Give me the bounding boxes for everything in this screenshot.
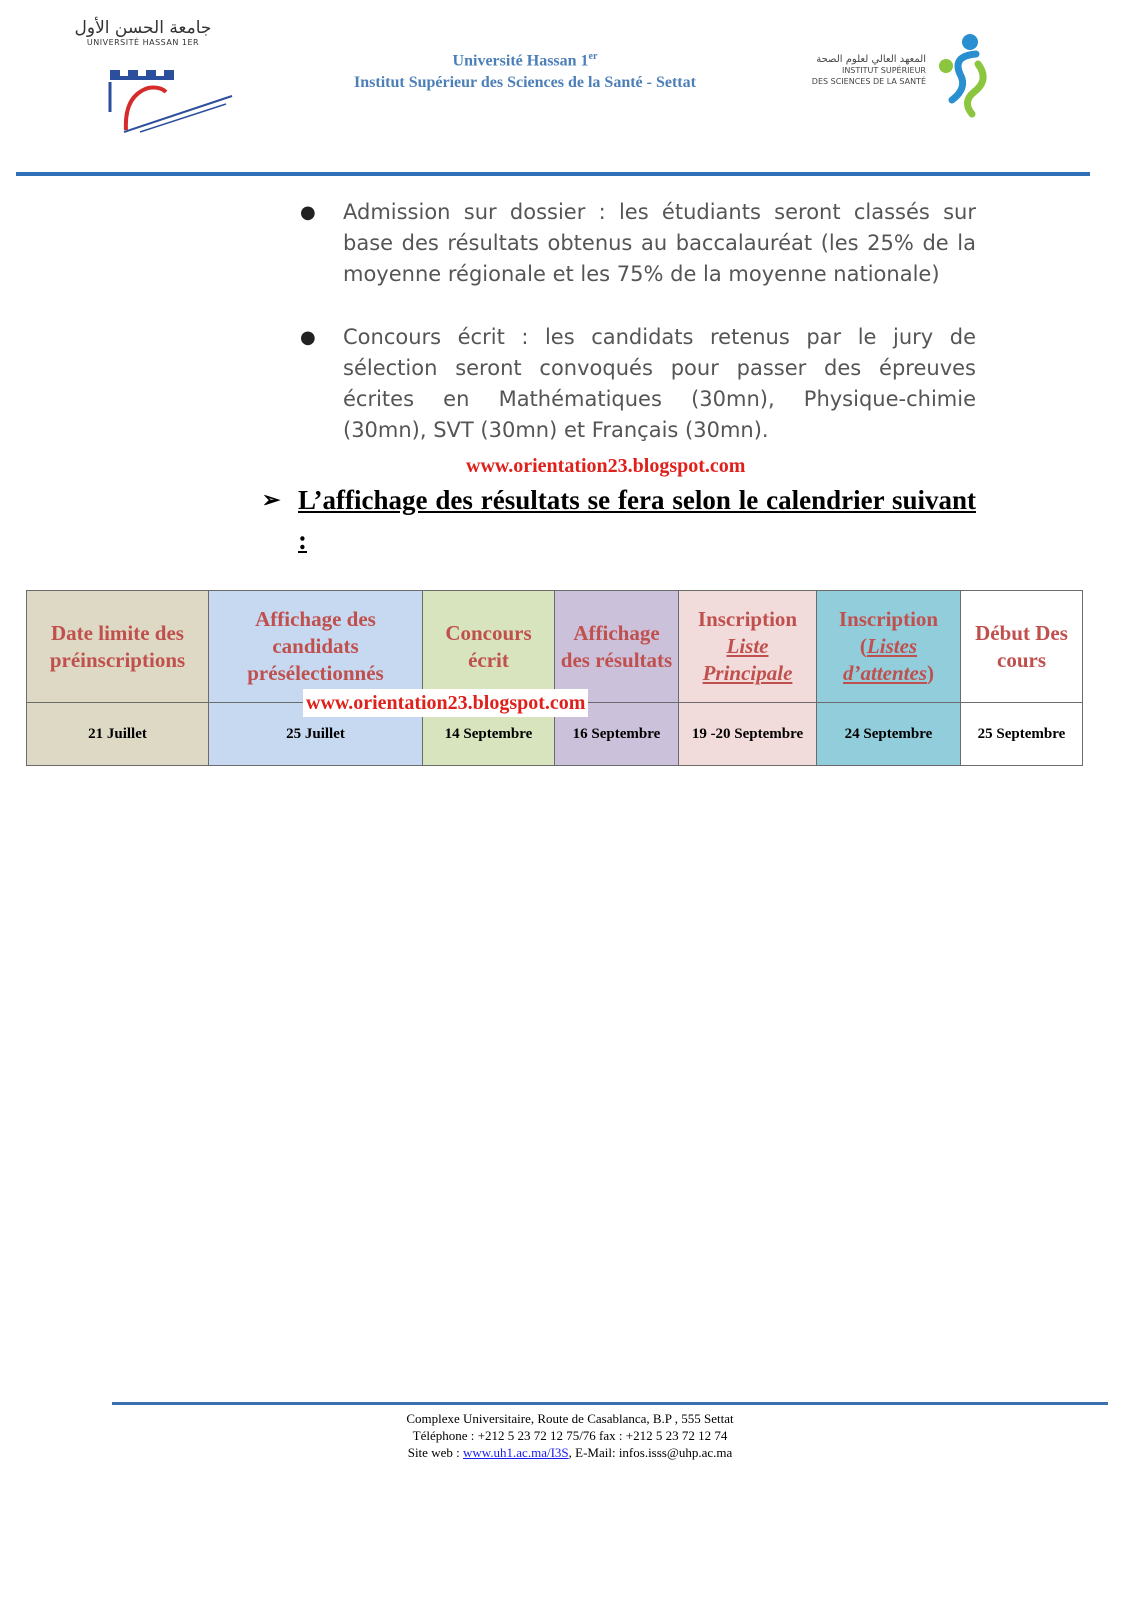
header-cell-label: Inscription	[697, 607, 798, 631]
footer-site-label: Site web :	[407, 1445, 463, 1460]
university-logo	[66, 18, 236, 136]
institute-logo-text	[800, 54, 926, 87]
footer-email: , E-Mail: infos.isss@uhp.ac.ma	[568, 1445, 733, 1460]
bullet-dot-icon: ●	[300, 202, 316, 223]
institute-name-line-1: INSTITUT SUPÉRIEUR	[841, 66, 926, 75]
footer-phone: Téléphone : +212 5 23 72 12 75/76 fax : +212 5 23 72 12 74	[412, 1428, 728, 1443]
list-item-text: Admission sur dossier : les étudiants seront classés sur base des résultats obtenus au baccalauréat (les 25% de la moyenne régionale et les 75% de la moyenne nationale)	[343, 200, 976, 286]
university-arabic-name: جامعة الحسن الأول	[74, 18, 212, 38]
arrow-bullet-icon: ➢	[262, 487, 281, 512]
footer-divider	[112, 1402, 1108, 1405]
header-cell: Affichage des résultats	[555, 591, 679, 703]
footer-address: Complexe Universitaire, Route de Casablanca, B.P , 555 Settat	[406, 1411, 734, 1426]
watermark-url: www.orientation23.blogspot.com	[466, 455, 746, 477]
list-item	[300, 322, 976, 446]
title-superscript: er	[588, 51, 598, 62]
date-cell: 25 Septembre	[961, 703, 1083, 766]
header-cell-sub	[821, 633, 956, 687]
footer-contact	[300, 1444, 840, 1461]
date-cell: 21 Juillet	[27, 703, 209, 766]
header-cell: Début Des cours	[961, 591, 1083, 703]
website-link[interactable]: www.uh1.ac.ma/I3S	[462, 1445, 569, 1460]
calendar-header-row	[27, 591, 1083, 703]
title-line-1: Université Hassan 1	[452, 52, 589, 70]
header-cell: Date limite des préinscriptions	[27, 591, 209, 703]
paren-close: )	[927, 661, 934, 685]
section-heading-text: L’affichage des résultats se fera selon le calendrier suivant :	[298, 485, 976, 555]
list-item	[300, 197, 976, 290]
header-cell	[817, 591, 961, 703]
paren-open: (	[859, 634, 867, 658]
institution-title	[300, 46, 750, 94]
institute-arabic-name: المعهد العالي لعلوم الصحة	[816, 54, 926, 65]
institute-name-line-2: DES SCIENCES DE LA SANTÉ	[811, 77, 926, 86]
header-cell-emphasis: Liste Principale	[702, 634, 793, 685]
list-item-text: Concours écrit : les candidats retenus par le jury de sélection seront convoqués pour passer des épreuves écrites en Mathématiques (30mn), Physique-chimie (30mn), SVT (30mn) et Français (30mn).	[343, 325, 976, 442]
castle-emblem-icon	[66, 52, 236, 136]
date-cell: 24 Septembre	[817, 703, 961, 766]
header-divider	[16, 172, 1090, 176]
institute-emblem-icon	[932, 30, 998, 120]
calendar-table	[26, 590, 1083, 766]
header-cell-emphasis: Listes d’attentes	[843, 634, 927, 685]
date-cell: 25 Juillet	[209, 703, 423, 766]
header-cell	[679, 591, 817, 703]
date-cell: 16 Septembre	[555, 703, 679, 766]
institute-logo	[800, 30, 1000, 122]
university-latin-name: UNIVERSITÉ HASSAN 1ER	[86, 38, 200, 47]
date-cell: 14 Septembre	[423, 703, 555, 766]
section-heading	[262, 480, 976, 560]
header-cell: Concours écrit	[423, 591, 555, 703]
footer	[300, 1410, 840, 1461]
title-line-2: Institut Supérieur des Sciences de la Santé - Settat	[354, 74, 696, 92]
bullet-dot-icon: ●	[300, 327, 316, 348]
watermark-url: www.orientation23.blogspot.com	[303, 689, 588, 717]
date-cell: 19 -20 Septembre	[679, 703, 817, 766]
header-cell-label: Inscription	[838, 607, 939, 631]
header-cell: Affichage des candidats présélectionnés	[209, 591, 423, 703]
